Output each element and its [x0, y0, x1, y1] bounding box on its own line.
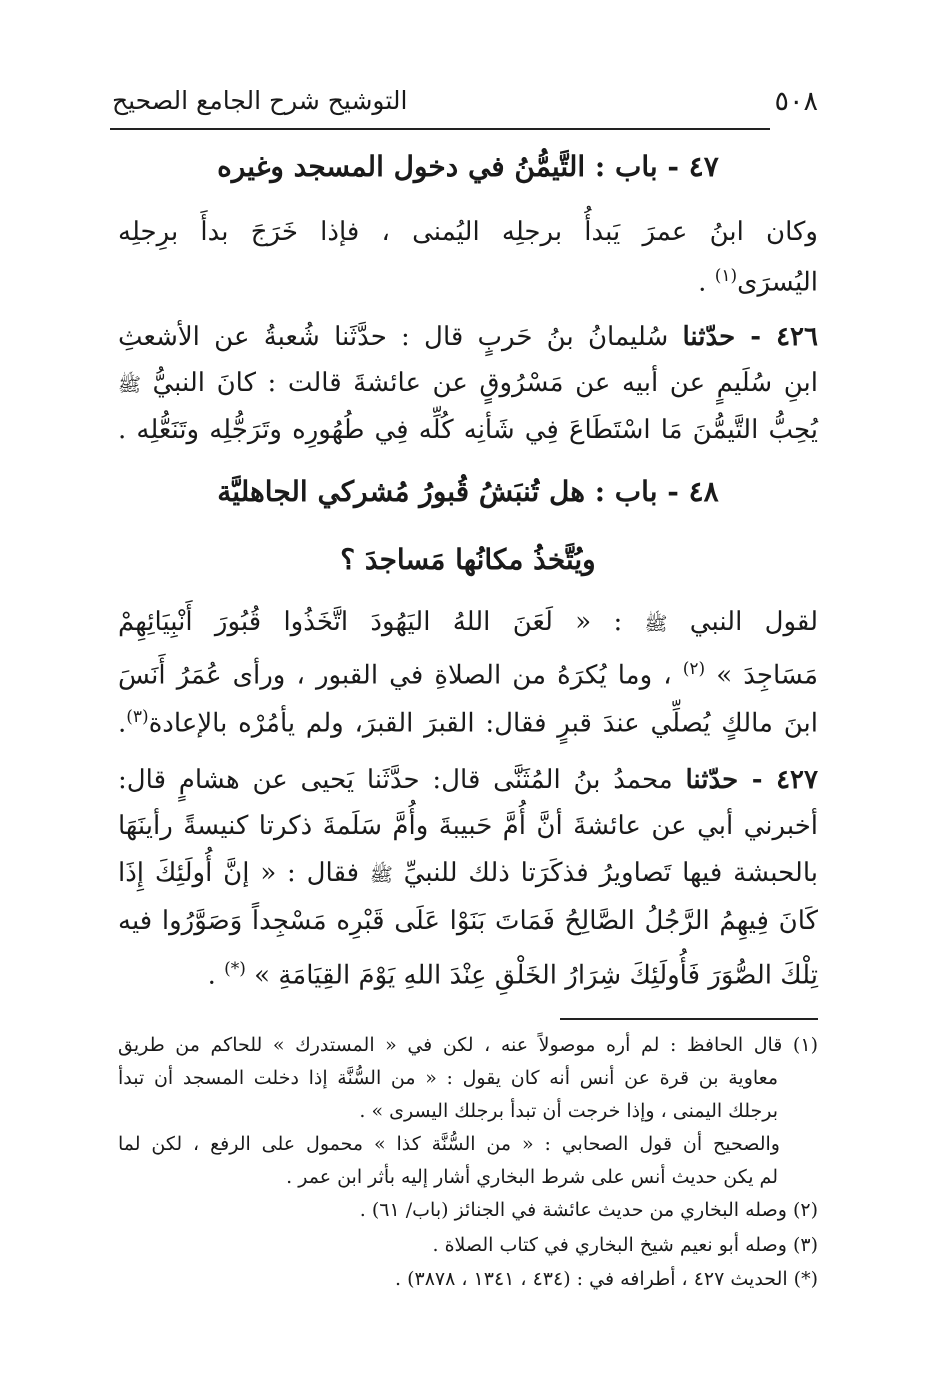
- footnote-ref-3: (٣): [126, 707, 149, 727]
- salutation-glyph: ﷺ: [118, 374, 141, 396]
- hadith-426-line-2: ابنِ سُلَيمٍ عن أبيه عن مَسْرُوقٍ عن عائشةَ قالت : كانَ النبيُّ ﷺ: [118, 368, 818, 398]
- hadith-426-line-1: ٤٢٦ - حدّثنا سُليمانُ بنُ حَربٍ قال : حدَّثَنا شُعبةُ عن الأشعثِ: [118, 322, 818, 352]
- bab48-text-line-2: مَسَاجِدَ » $^{(٢)}$ ، وما يُكرَهُ من الصلاةِ في القبور ، ورأى عُمَرُ أَنَسَ: [118, 659, 818, 691]
- footnote-3: (٣) وصله أبو نعيم شيخ البخاري في كتاب الصلاة .: [432, 1234, 818, 1256]
- chapter-heading-48-line-1: ٤٨ - باب : هل تُنبَشُ قُبورُ مُشركي الجاهليَّة: [217, 475, 719, 508]
- hadith-number-427: ٤٢٧ - حدّثنا: [685, 765, 818, 795]
- salutation-glyph: ﷺ: [369, 864, 393, 886]
- footnote-1-line-2: معاوية بن قرة عن أنس أنه كان يقول : « من السُّنَّة إذا دخلت المسجد أن تبدأ: [118, 1067, 778, 1089]
- footnote-separator: [560, 1018, 818, 1020]
- chapter-heading-48-line-2: ويُتَّخذُ مكانُها مَساجدَ ؟: [340, 543, 596, 576]
- footnote-ref-2: (٢): [682, 659, 706, 679]
- footnote-ref-1: (١): [714, 266, 738, 286]
- footnote-1-line-5: لم يكن حديث أنس على شرط البخاري أشار إليه بأثر ابن عمر .: [286, 1166, 778, 1188]
- bab48-text-line-3: ابنَ مالكٍ يُصلِّي عندَ قبرٍ فقال: القبرَ القبرَ، ولم يأمُرْه بالإعادة$^{(٣)}$.: [118, 707, 818, 739]
- hadith-427-line-5: تِلْكَ الصُّوَرَ فَأُولَئِكَ شِرَارُ الخَلْقِ عِنْدَ اللهِ يَوْمَ القِيَامَةِ » (*) .: [207, 959, 818, 991]
- bab47-text-line-1: وكان ابنُ عمرَ يَبدأُ برجلِه اليُمنى ، فإذا خَرَجَ بدأَ برِجلِه: [118, 217, 818, 247]
- hadith-427-line-4: كَانَ فِيهِمُ الرَّجُلُ الصَّالِحُ فَمَاتَ بَنَوْا عَلَى قَبْرِه مَسْجِداً وَصَوَّرُوا فيه: [118, 906, 818, 936]
- hadith-number-426: ٤٢٦ - حدّثنا: [682, 322, 818, 352]
- hadith-427-line-1: ٤٢٧ - حدّثنا محمدُ بنُ المُثَنَّى قال: حدَّثَنا يَحيى عن هشامٍ قال:: [118, 765, 818, 795]
- hadith-426-line-3: يُحِبُّ التَّيمُّنَ مَا اسْتَطَاعَ فِي شَأنِه كُلِّه فِي طُهُورِه وتَرَجُّلِه وتَنَعُّلِه .: [118, 415, 818, 445]
- header-rule: [110, 128, 770, 130]
- footnote-star: (*) الحديث ٤٢٧ ، أطرافه في : (٤٣٤ ، ١٣٤١ ، ٣٨٧٨) .: [395, 1268, 818, 1290]
- page-number: ٥٠٨: [774, 86, 818, 117]
- bab47-text-line-2: اليُسرَى$^{(١)}$ .: [698, 266, 818, 298]
- footnote-1-line-4: والصحيح أن قول الصحابي : « من السُّنَّة كذا » محمول على الرفع ، لكن لما: [118, 1133, 780, 1155]
- salutation-glyph: ﷺ: [644, 613, 668, 635]
- page-header: [110, 80, 820, 122]
- footnote-1-line-3: برجلك اليمنى ، وإذا خرجت أن تبدأ برجلك اليسرى » .: [359, 1100, 778, 1122]
- running-title: التوشيح شرح الجامع الصحيح: [112, 86, 408, 115]
- footnote-ref-star: (*): [224, 959, 246, 979]
- hadith-427-line-2: أخبرني أبي عن عائشةَ أنَّ أُمَّ حَبيبةَ وأُمَّ سَلَمةَ ذكرتا كنيسةً رأينَهَا: [118, 811, 819, 841]
- bab48-text-line-1: لقول النبي ﷺ : « لَعَنَ اللهُ اليَهُودَ اتَّخَذُوا قُبُورَ أَنْبِيَائِهِمْ: [118, 607, 819, 637]
- footnote-2: (٢) وصله البخاري من حديث عائشة في الجنائز (باب/ ٦١) .: [359, 1199, 818, 1221]
- hadith-427-line-3: بالحبشة فيها تَصاويرُ فذكَرَتا ذلك للنبيِّ ﷺ فقال : « إنَّ أُولَئِكَ إِذَا: [118, 858, 818, 888]
- chapter-heading-47: ٤٧ - باب : التَّيمُّنُ في دخول المسجد وغيره: [217, 150, 719, 183]
- footnote-1-line-1: (١) قال الحافظ : لم أره موصولاً عنه ، لكن في « المستدرك » للحاكم من طريق: [118, 1034, 818, 1056]
